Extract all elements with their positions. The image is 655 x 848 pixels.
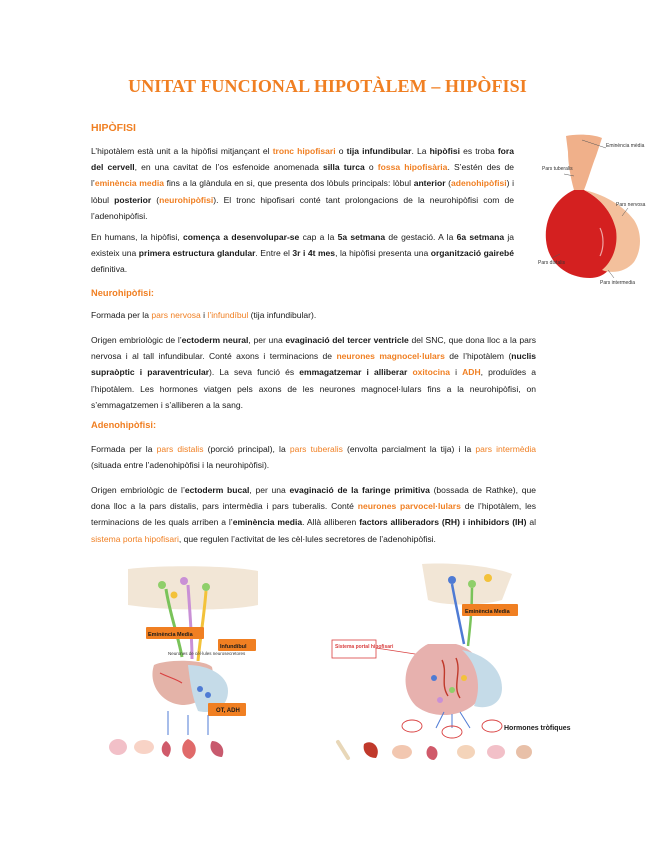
neurohypophysis-diagram <box>108 565 268 760</box>
label-eminencia-media-right: Eminència Media <box>465 609 510 615</box>
paragraph-hipofisi-intro: L’hipotàlem està unit a la hipòfisi mitjançant el tronc hipofisari o tija infundibular. La hipòfisi es troba fora del cervell, en una cavitat de l’os esfenoide anomenada silla turca o fossa hipofisària. S’estén des de l’eminència media fins a la glàndula en si, que presenta dos lòbuls principals: lòbul anterior (adenohipòfisi) i lòbul posterior (neurohipòfisi). El tronc hipofisari conté tant prolongacions de la neurohipòfisi com de l’adenohipòfisi. <box>91 146 515 221</box>
adenohypophysis-diagram <box>332 560 571 765</box>
label-pars-nervosa: Pars nervosa <box>616 202 646 208</box>
page-title: UNITAT FUNCIONAL HIPOTÀLEM – HIPÒFISI <box>128 76 527 96</box>
paragraph-adeno-origin: Origen embriològic de l’ectoderm bucal, per una evaginació de la faringe primitiva (bossada de Rathke), que dona lloc a la pars distalis, pars intermèdia i pars tuberalis. Conté neurones parvocel·lulars de l’hipotàlem, les terminacions de les quals arriben a l’eminència media. Allà alliberen factors alliberadors (RH) i inhibidors (IH) al sistema porta hipofisari, que regulen l’activitat de les cèl·lules secretores de l’adenohipòfisi. <box>91 485 536 544</box>
section-heading-hipofisi: HIPÒFISI <box>91 122 136 134</box>
paragraph-neuro-origin: Origen embriològic de l’ectoderm neural, per una evaginació del tercer ventricle del SNC, que dona lloc a la pars nervosa i al tall infundibular. Conté axons i terminacions de neurones magnocel·lulars de l’hipotàlem (nuclis supraòptic i paraventricular). La seva funció és emmagatzemar i alliberar oxitocina i ADH, produïdes a l’hipotàlem. Les hormones viatgen pels axons de les neurones magnocel·lulars fins a la neurohipòfisi, on s’emmagatzemen i s’alliberen a la sang. <box>91 335 536 410</box>
label-pars-tuberalis: Pars tuberalis <box>542 166 573 172</box>
subheading-neurohipofisi: Neurohipòfisi: <box>91 288 155 298</box>
label-sistema-portal: Sistema portal hipofisari <box>335 644 394 650</box>
paragraph-adeno-composition: Formada per la pars distalis (porció principal), la pars tuberalis (envolta parcialment la tija) i la pars intermèdia (situada entre l’adenohipòfisi i la neurohipòfisi). <box>91 444 537 471</box>
paragraph-neuro-composition: Formada per la pars nervosa i l’infundíbul (tija infundibular). <box>91 310 317 320</box>
label-ot-adh: OT, ADH <box>216 708 240 714</box>
pituitary-anatomy-illustration <box>538 132 650 284</box>
label-eminencia-media-left: Eminència Media <box>148 632 193 638</box>
label-eminencia-media: Eminència mèdia <box>606 143 645 149</box>
label-hormones-trofiques: Hormones tròfiques <box>504 725 571 732</box>
label-neurones-neurosecretores: Neurones de cèl·lules neurosecretores <box>168 651 246 656</box>
label-pars-intermedia: Pars intermedia <box>600 280 636 286</box>
paragraph-development: En humans, la hipòfisi, comença a desenvolupar-se cap a la 5a setmana de gestació. A la 6a setmana ja existeix una primera estructura glandular. Entre el 3r i 4t mes, la hipòfisi presenta una organització gairebé definitiva. <box>91 232 515 275</box>
label-infundibul-left: Infundíbul <box>220 644 247 650</box>
label-pars-distalis: Pars distalis <box>538 260 565 266</box>
subheading-adenohipofisi: Adenohipòfisi: <box>91 420 157 430</box>
